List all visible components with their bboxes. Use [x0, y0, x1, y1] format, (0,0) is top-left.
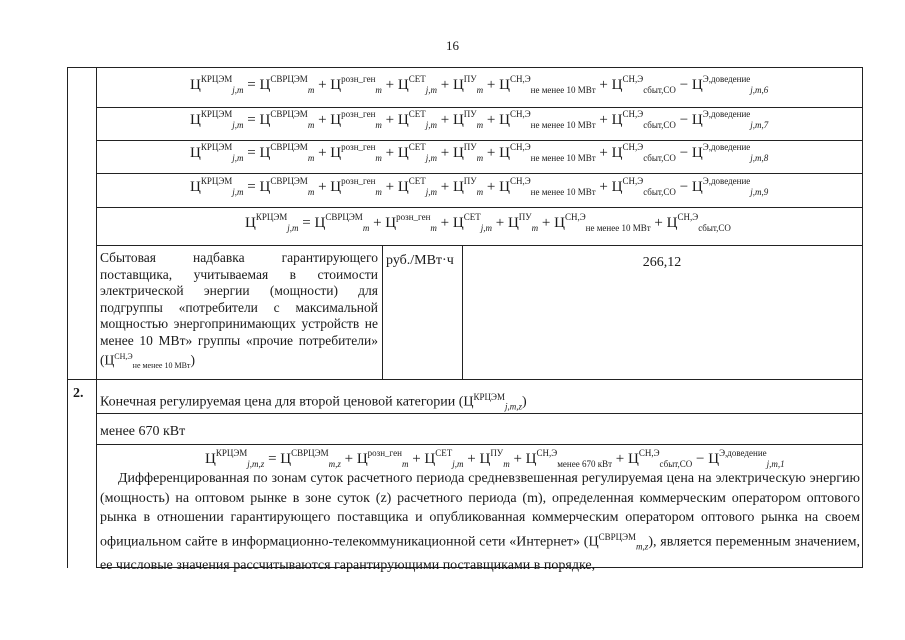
formula-row: $Ц^{КРЦЭМ}_{j,m} = Ц^{СВРЦЭМ}_m + Ц^{розн\_ген}_m + Ц^{СЕТ}_{j,m} + Ц^{ПУ}_m + Ц^{СН,Э}_{не менее 10 МВт} + Ц^{СН,Э}_{сбыт,СО} - Ц^{Э,доведение}_{j,m,9}$ — [190, 176, 769, 197]
row-divider — [96, 245, 863, 246]
row-divider — [96, 207, 863, 208]
section-subheader: менее 670 кВт — [100, 424, 186, 439]
table-border-left — [67, 67, 68, 568]
section-paragraph: Дифференцированная по зонам суток расчетного периода средневзвешенная регулируемая цена на электрическую энергию (мощность) на оптовом рынке в зоне суток (z) расчетного периода (m), определенная коммерческим оператором оптового рынка в отношении гарантирующего поставщика и опубликованная коммерческим оператором оптового рынка на своем официальном сайте в информационно-телекоммуникационной сети «Интернет» $(Ц^{СВРЦЭМ}_{m,z})$, является переменным значением, ее числовые значения рассчитываются гарантирующими поставщиками в порядке, — [100, 471, 860, 574]
row-divider — [96, 107, 863, 108]
formula-row: $Ц^{КРЦЭМ}_{j,m} = Ц^{СВРЦЭМ}_m + Ц^{розн\_ген}_m + Ц^{СЕТ}_{j,m} + Ц^{ПУ}_m + Ц^{СН,Э}_{не менее 10 МВт} + Ц^{СН,Э}_{сбыт,СО}$ — [245, 212, 731, 233]
table-border-top — [67, 67, 863, 68]
row-divider — [67, 379, 863, 380]
section-title: Конечная регулируемая цена для второй ценовой категории $(Ц^{КРЦЭМ}_{j,m,z})$ — [100, 392, 527, 412]
markup-description: Сбытовая надбавка гарантирующего поставщика, учитываемая в стоимости электрической энергии (мощности) для подгруппы «потребители с максимальной мощностью энергопринимающих устройств не менее 10 МВт» группы «прочие потребители» $(Ц^{СН,Э}_{не менее 10 МВт})$ — [100, 250, 378, 371]
row-divider — [96, 444, 863, 445]
row-divider — [96, 173, 863, 174]
row-divider — [96, 140, 863, 141]
markup-unit: руб./МВт·ч — [386, 253, 454, 268]
formula-row: $Ц^{КРЦЭМ}_{j,m} = Ц^{СВРЦЭМ}_m + Ц^{розн\_ген}_m + Ц^{СЕТ}_{j,m} + Ц^{ПУ}_m + Ц^{СН,Э}_{не менее 10 МВт} + Ц^{СН,Э}_{сбыт,СО} - Ц^{Э,доведение}_{j,m,7}$ — [190, 109, 769, 130]
table-border-right — [862, 67, 863, 568]
column-divider — [96, 67, 97, 568]
markup-value: 266,12 — [642, 255, 682, 270]
section-number: 2. — [73, 386, 84, 401]
column-divider — [382, 245, 383, 379]
formula-row: $Ц^{КРЦЭМ}_{j,m} = Ц^{СВРЦЭМ}_m + Ц^{розн\_ген}_m + Ц^{СЕТ}_{j,m} + Ц^{ПУ}_m + Ц^{СН,Э}_{не менее 10 МВт} + Ц^{СН,Э}_{сбыт,СО} - Ц^{Э,доведение}_{j,m,6}$ — [190, 74, 769, 95]
formula-row: $Ц^{КРЦЭМ}_{j,m,z} = Ц^{СВРЦЭМ}_{m,z} + Ц^{розн\_ген}_m + Ц^{СЕТ}_{j,m} + Ц^{ПУ}_m + Ц^{СН,Э}_{менее 670 кВт} + Ц^{СН,Э}_{сбыт,СО} - Ц^{Э,доведение}_{j,m,1}$ — [205, 448, 785, 469]
page-number: 16 — [446, 38, 459, 53]
formula-row: $Ц^{КРЦЭМ}_{j,m} = Ц^{СВРЦЭМ}_m + Ц^{розн\_ген}_m + Ц^{СЕТ}_{j,m} + Ц^{ПУ}_m + Ц^{СН,Э}_{не менее 10 МВт} + Ц^{СН,Э}_{сбыт,СО} - Ц^{Э,доведение}_{j,m,8}$ — [190, 142, 769, 163]
